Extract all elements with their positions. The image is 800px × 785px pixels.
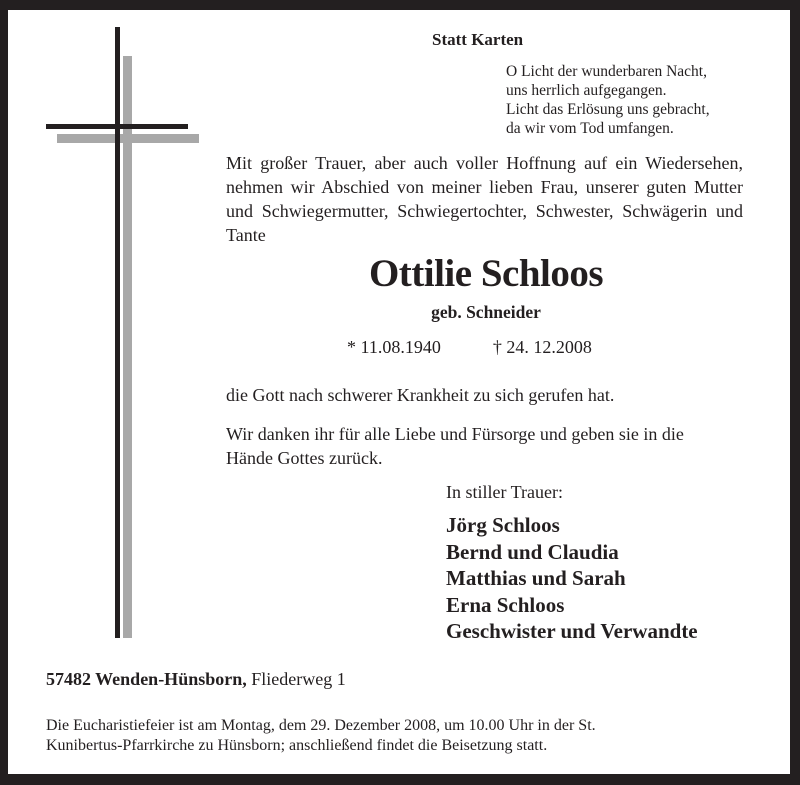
mourner-name: Erna Schloos bbox=[446, 592, 565, 617]
mourners-heading: In stiller Trauer: bbox=[446, 482, 563, 502]
mourner-name: Geschwister und Verwandte bbox=[446, 619, 698, 643]
cross-grey-vertical-bar bbox=[123, 56, 132, 638]
cross-dark-vertical-bar bbox=[115, 27, 120, 638]
service-info-line: Die Eucharistiefeier ist am Montag, dem 29. Dezember 2008, um 10.00 Uhr in der St. bbox=[46, 717, 596, 734]
born-name: geb. Schneider bbox=[431, 302, 541, 322]
mourner-name: Bernd und Claudia bbox=[446, 539, 619, 564]
mourners-list bbox=[446, 512, 698, 645]
death-date: † 24. 12.2008 bbox=[492, 337, 592, 357]
poem bbox=[506, 62, 710, 138]
body-paragraph-2-line: Hände Gottes zurück. bbox=[226, 448, 383, 468]
body-paragraph-1: die Gott nach schwerer Krankheit zu sich gerufen hat. bbox=[226, 385, 615, 405]
address bbox=[46, 669, 346, 690]
body-paragraph-2 bbox=[226, 422, 684, 470]
poem-line: Licht das Erlösung uns gebracht, bbox=[506, 101, 710, 118]
deceased-name: Ottilie Schloos bbox=[368, 252, 604, 295]
address-city: 57482 Wenden-Hünsborn, bbox=[46, 669, 247, 689]
poem-line: da wir vom Tod umfangen. bbox=[506, 120, 674, 137]
cross-dark-horizontal-bar bbox=[46, 124, 188, 129]
mourner-name: Matthias und Sarah bbox=[446, 566, 626, 590]
service-info-line: Kunibertus-Pfarrkirche zu Hünsborn; anschließend findet die Beisetzung statt. bbox=[46, 737, 548, 754]
body-paragraph-2-line: Wir danken ihr für alle Liebe und Fürsorge und geben sie in die bbox=[226, 424, 684, 444]
poem-line: O Licht der wunderbaren Nacht, bbox=[506, 63, 707, 80]
header-title: Statt Karten bbox=[432, 30, 524, 49]
birth-date: * 11.08.1940 bbox=[347, 337, 441, 357]
cross-grey-horizontal-bar bbox=[57, 134, 199, 143]
life-dates bbox=[347, 337, 592, 358]
poem-line: uns herrlich aufgegangen. bbox=[506, 82, 667, 99]
mourner-name: Jörg Schloos bbox=[446, 513, 560, 537]
service-info bbox=[46, 716, 596, 756]
intro-paragraph: Mit großer Trauer, aber auch voller Hoffnung auf ein Wiedersehen, nehmen wir Abschied von meiner lieben Frau, unserer guten Mutter und Schwiegermutter, Schwiegertochter, Schwester, Schwägerin und Tante bbox=[226, 153, 743, 245]
address-street: Fliederweg 1 bbox=[251, 669, 346, 689]
